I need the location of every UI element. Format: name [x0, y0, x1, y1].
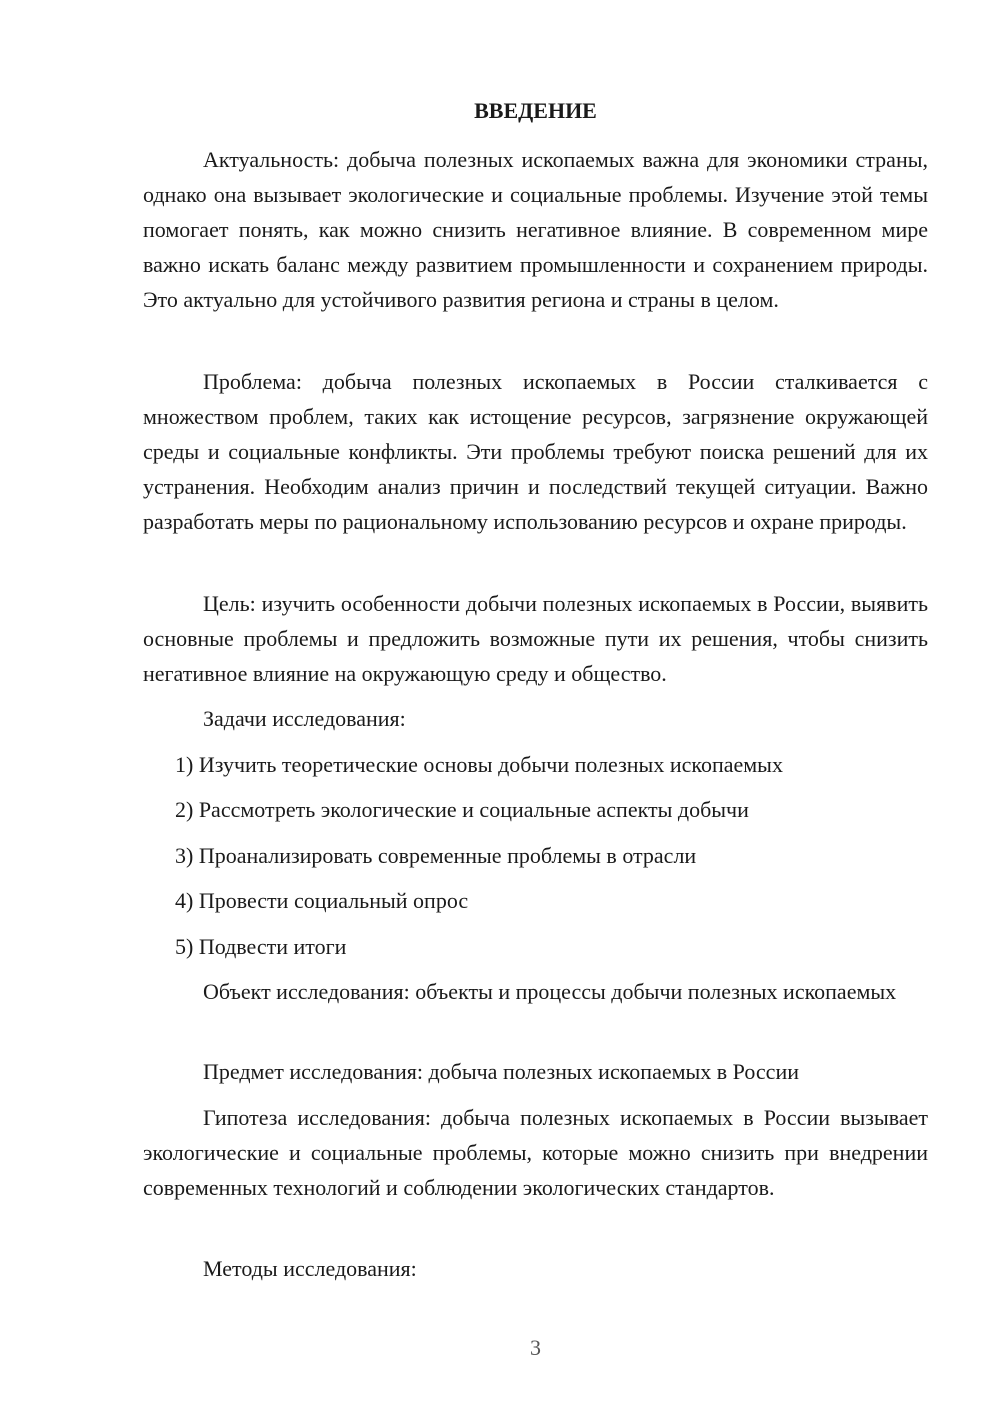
problem-paragraph: Проблема: добыча полезных ископаемых в России сталкивается с множеством проблем, таких как истощение ресурсов, загрязнение окружающей среды и социальные конфликты. Эти проблемы требуют поиска решений для их устранения. Необходим анализ причин и последствий текущей ситуации. Важно разработать меры по рациональному использованию ресурсов и охране природы.: [143, 369, 928, 534]
task-item-5: 5) Подвести итоги: [175, 934, 347, 959]
methods-heading: Методы исследования:: [203, 1256, 417, 1281]
task-item-4: 4) Провести социальный опрос: [175, 888, 469, 913]
hypothesis-paragraph: Гипотеза исследования: добыча полезных ископаемых в России вызывает экологические и социальные проблемы, которые можно снизить при внедрении современных технологий и соблюдении экологических стандартов.: [143, 1105, 928, 1200]
object-paragraph: Объект исследования: объекты и процессы добычи полезных ископаемых: [203, 979, 897, 1004]
goal-paragraph: Цель: изучить особенности добычи полезных ископаемых в России, выявить основные проблемы и предложить возможные пути их решения, чтобы снизить негативное влияние на окружающую среду и общество.: [143, 591, 928, 686]
task-item-1: 1) Изучить теоретические основы добычи полезных ископаемых: [175, 752, 783, 777]
subject-paragraph: Предмет исследования: добыча полезных ископаемых в России: [203, 1059, 799, 1084]
section-heading: ВВЕДЕНИЕ: [474, 98, 597, 123]
relevance-paragraph: Актуальность: добыча полезных ископаемых важна для экономики страны, однако она вызывает экологические и социальные проблемы. Изучение этой темы помогает понять, как можно снизить негативное влияние. В современном мире важно искать баланс между развитием промышленности и сохранением природы. Это актуально для устойчивого развития региона и страны в целом.: [143, 147, 928, 312]
page-number: 3: [530, 1335, 541, 1360]
tasks-heading: Задачи исследования:: [203, 706, 406, 731]
task-item-3: 3) Проанализировать современные проблемы в отрасли: [175, 843, 697, 868]
task-item-2: 2) Рассмотреть экологические и социальные аспекты добычи: [175, 797, 749, 822]
